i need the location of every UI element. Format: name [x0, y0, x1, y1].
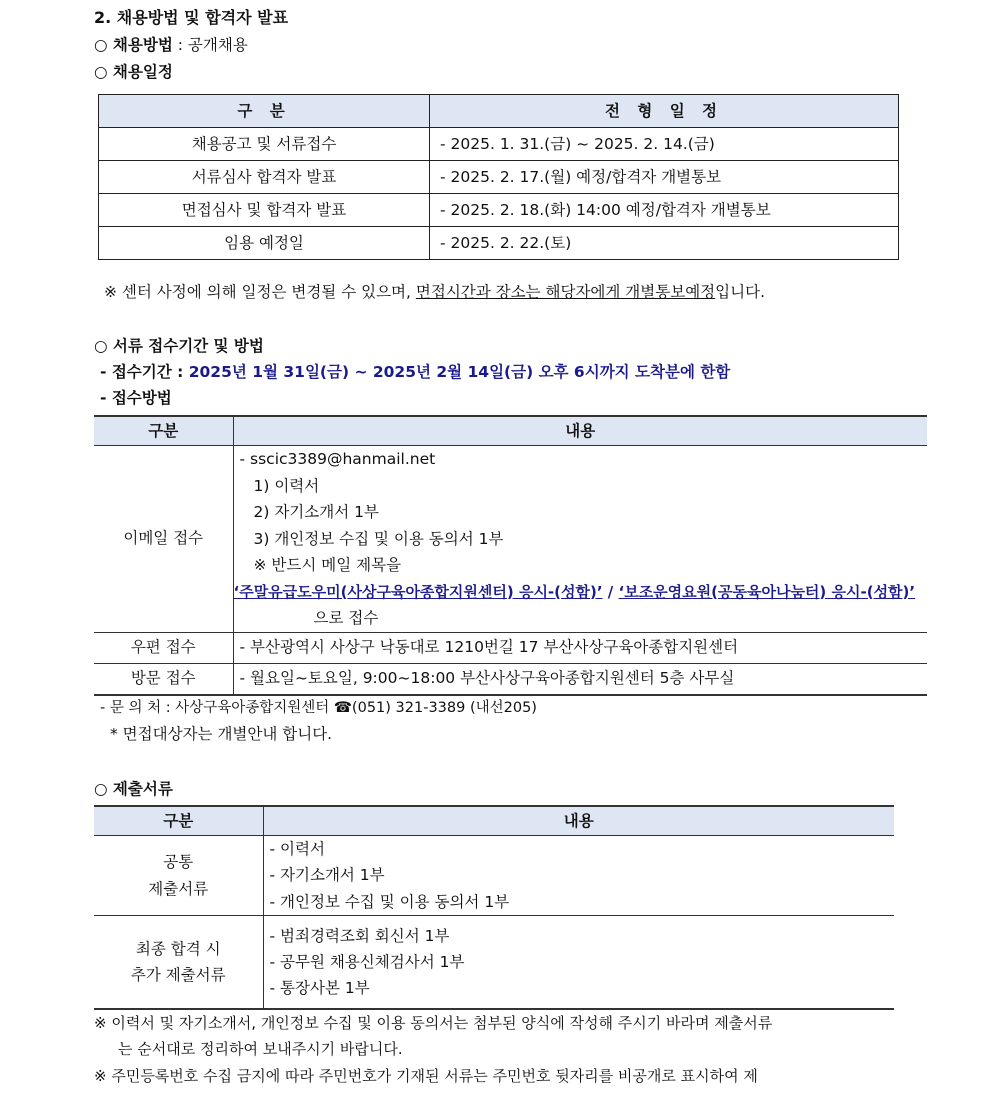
documents-header-type: 구분 — [94, 806, 263, 836]
reception-header-row — [94, 416, 927, 446]
table-row — [94, 632, 927, 663]
table-row — [99, 161, 899, 194]
common-docs-label-2: 제출서류 — [148, 879, 209, 898]
table-row — [94, 663, 927, 695]
documents-table — [94, 805, 894, 1010]
schedule-header-row — [99, 95, 899, 128]
schedule-header-stage: 구 분 — [99, 95, 430, 128]
recruit-method — [94, 36, 248, 55]
schedule-note-underlined: 면접시간과 장소는 해당자에게 개별통보예정 — [415, 283, 716, 301]
schedule-stage: 면접심사 및 합격자 발표 — [99, 194, 430, 227]
reception-period — [100, 363, 730, 382]
documents-header-content: 내용 — [263, 806, 894, 836]
schedule-table — [98, 94, 899, 260]
common-docs-label — [94, 836, 263, 916]
email-subject-separator: / — [602, 582, 619, 601]
schedule-note-suffix: 입니다. — [715, 283, 766, 301]
list-item: - 개인정보 수집 및 이용 동의서 1부 — [269, 892, 510, 911]
final-docs-label — [94, 916, 263, 1010]
documents-heading: ○ 제출서류 — [94, 780, 173, 798]
schedule-date: - 2025. 2. 22.(토) — [430, 227, 899, 260]
footnote-1b: 는 순서대로 정리하여 보내주시기 바랍니다. — [118, 1040, 403, 1058]
common-docs-label-1: 공통 — [163, 853, 194, 872]
email-tail: 으로 접수 — [313, 609, 379, 627]
reception-header-content: 내용 — [233, 416, 927, 446]
email-label: 이메일 접수 — [94, 446, 233, 633]
common-docs-list — [263, 836, 894, 916]
email-subject-b: ‘보조운영요원(공동육아나눔터) 응시-(성함)’ — [618, 582, 916, 601]
table-row — [99, 227, 899, 260]
schedule-label: ○ 채용일정 — [94, 63, 173, 81]
email-subject-a: ‘주말유급도우미(사상구육아종합지원센터) 응시-(성함)’ — [233, 582, 603, 601]
schedule-note-prefix: ※ 센터 사정에 의해 일정은 변경될 수 있으며, — [104, 283, 416, 301]
documents-header-row — [94, 806, 894, 836]
list-item: - 통장사본 1부 — [269, 979, 370, 998]
email-note: ※ 반드시 메일 제목을 — [253, 556, 402, 574]
table-row — [94, 446, 927, 633]
schedule-stage: 서류심사 합격자 발표 — [99, 161, 430, 194]
final-docs-list — [263, 916, 894, 1010]
final-docs-label-1: 최종 합격 시 — [135, 939, 221, 958]
schedule-date: - 2025. 1. 31.(금) ~ 2025. 2. 14.(금) — [430, 128, 899, 161]
list-item: 2) 자기소개서 1부 — [253, 503, 379, 521]
table-row — [94, 836, 894, 916]
reception-header-type: 구분 — [94, 416, 233, 446]
recruit-method-value: : 공개채용 — [172, 36, 248, 54]
visit-label: 방문 접수 — [94, 663, 233, 695]
footnote-2: ※ 주민등록번호 수집 금지에 따라 주민번호가 기재된 서류는 주민번호 뒷자리를 비공개로 표시하여 제 — [94, 1067, 758, 1085]
email-content — [233, 446, 927, 633]
list-item: - 공무원 채용신체검사서 1부 — [269, 952, 465, 971]
reception-period-value: 2025년 1월 31일(금) ~ 2025년 2월 14일(금) 오후 6시까지 도착분에 한함 — [188, 363, 731, 381]
email-address[interactable]: - sscic3389@hanmail.net — [239, 450, 436, 468]
final-docs-label-2: 추가 제출서류 — [130, 966, 226, 985]
email-subjects — [234, 579, 928, 606]
schedule-date: - 2025. 2. 18.(화) 14:00 예정/합격자 개별통보 — [430, 194, 899, 227]
table-row — [94, 916, 894, 1010]
schedule-date: - 2025. 2. 17.(월) 예정/합격자 개별통보 — [430, 161, 899, 194]
table-row — [99, 194, 899, 227]
list-item: 3) 개인정보 수집 및 이용 동의서 1부 — [253, 529, 504, 548]
list-item: - 범죄경력조회 회신서 1부 — [269, 926, 450, 945]
schedule-note — [104, 283, 765, 302]
reception-method-label: - 접수방법 — [100, 389, 172, 407]
interview-note: * 면접대상자는 개별안내 합니다. — [110, 725, 333, 743]
list-item: - 이력서 — [269, 840, 325, 858]
post-value: - 부산광역시 사상구 낙동대로 1210번길 17 부산사상구육아종합지원센터 — [233, 632, 927, 663]
visit-value: - 월요일~토요일, 9:00~18:00 부산사상구육아종합지원센터 5층 사무실 — [233, 663, 927, 695]
list-item: 1) 이력서 — [253, 476, 320, 495]
recruit-method-label: ○ 채용방법 — [94, 36, 173, 54]
reception-heading: ○ 서류 접수기간 및 방법 — [94, 337, 264, 355]
contact-line: - 문 의 처 : 사상구육아종합지원센터 ☎(051) 321-3389 (내선205) — [100, 700, 537, 716]
reception-period-label: - 접수기간 : — [100, 363, 189, 381]
reception-table — [94, 415, 927, 696]
schedule-stage: 채용공고 및 서류접수 — [99, 128, 430, 161]
schedule-header-date: 전 형 일 정 — [430, 95, 899, 128]
list-item: - 자기소개서 1부 — [269, 866, 385, 885]
post-label: 우편 접수 — [94, 632, 233, 663]
section-heading: 2. 채용방법 및 합격자 발표 — [94, 8, 289, 27]
table-row — [99, 128, 899, 161]
schedule-stage: 임용 예정일 — [99, 227, 430, 260]
footnote-1a: ※ 이력서 및 자기소개서, 개인정보 수집 및 이용 동의서는 첨부된 양식에 작성해 주시기 바라며 제출서류 — [94, 1014, 773, 1032]
